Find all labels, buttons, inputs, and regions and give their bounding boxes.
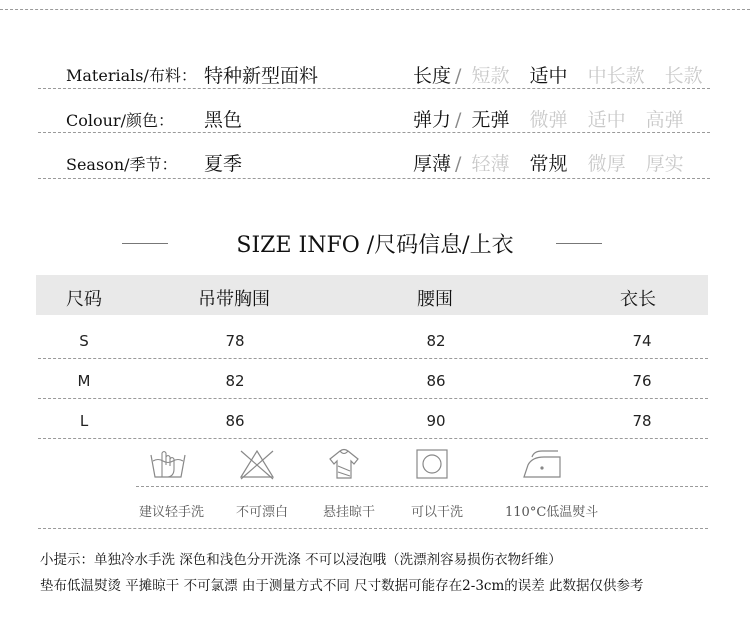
colour-value: 黑色: [204, 109, 243, 131]
elasticity-option: 适中: [587, 109, 626, 131]
table-divider: [38, 398, 708, 399]
header-waist: 腰围: [417, 289, 453, 310]
header-length: 衣长: [620, 289, 656, 310]
top-divider: [0, 9, 750, 10]
no-bleach-icon: [237, 447, 277, 481]
elasticity-option-selected: 无弹: [471, 109, 510, 131]
header-size: 尺码: [66, 289, 102, 310]
length-title: 长度: [413, 65, 452, 87]
care-bottom-divider: [38, 528, 708, 529]
row-divider: [38, 132, 710, 133]
hang-dry-icon: [324, 447, 364, 481]
length-option: 短款: [471, 65, 510, 87]
care-label: 110°C低温熨斗: [505, 505, 599, 520]
length-option: 中长款: [587, 65, 645, 87]
header-bust: 吊带胸围: [198, 289, 270, 310]
materials-value: 特种新型面料: [204, 65, 319, 87]
low-iron-icon: [522, 447, 564, 481]
thickness-option: 轻薄: [471, 153, 510, 175]
thickness-option: 微厚: [587, 153, 626, 175]
elasticity-option: 微弹: [529, 109, 568, 131]
length-cell: 76: [632, 372, 652, 390]
size-cell: S: [79, 332, 89, 350]
size-cell: M: [77, 372, 91, 390]
bust-cell: 82: [225, 372, 245, 390]
thickness-option-selected: 常规: [529, 153, 568, 175]
dry-clean-icon: [412, 447, 452, 481]
thickness-title: 厚薄: [413, 153, 452, 175]
waist-cell: 90: [426, 412, 446, 430]
care-label: 可以干洗: [411, 505, 464, 520]
elasticity-option: 高弹: [645, 109, 684, 131]
table-divider: [38, 358, 708, 359]
elasticity-options: 弹力 / 无弹 微弹 适中 高弹: [413, 109, 684, 131]
hand-wash-icon: [148, 447, 188, 481]
care-label: 悬挂晾干: [323, 505, 376, 520]
size-info-title: SIZE INFO /尺码信息/上衣: [236, 233, 514, 258]
length-cell: 78: [632, 412, 652, 430]
care-top-divider: [136, 486, 708, 487]
size-table-header: [36, 275, 708, 315]
tips-line-2: 垫布低温熨烫 平摊晾干 不可氯漂 由于测量方式不同 尺寸数据可能存在2-3cm的误差 此数据仅供参考: [40, 578, 644, 594]
length-option: 长款: [664, 65, 703, 87]
tips-line-1: 小提示：单独冷水手洗 深色和浅色分开洗涤 不可以浸泡哦（洗漂剂容易损伤衣物纤维）: [40, 552, 562, 568]
elasticity-title: 弹力: [413, 109, 452, 131]
thickness-option: 厚实: [645, 153, 684, 175]
season-value: 夏季: [204, 153, 243, 175]
length-cell: 74: [632, 332, 652, 350]
care-label: 建议轻手洗: [139, 505, 205, 520]
size-info-heading: [0, 228, 750, 259]
table-divider: [38, 438, 708, 439]
bust-cell: 86: [225, 412, 245, 430]
materials-label: Materials/布料：: [66, 66, 197, 85]
size-cell: L: [79, 412, 89, 430]
colour-label: Colour/颜色：: [66, 111, 174, 130]
length-option-selected: 适中: [529, 65, 568, 87]
waist-cell: 86: [426, 372, 446, 390]
bust-cell: 78: [225, 332, 245, 350]
thickness-options: 厚薄 / 轻薄 常规 微厚 厚实: [413, 153, 684, 175]
waist-cell: 82: [426, 332, 446, 350]
row-divider: [38, 178, 710, 179]
length-options: 长度 / 短款 适中 中长款 长款: [413, 65, 703, 87]
care-label: 不可漂白: [236, 505, 289, 520]
row-divider: [38, 88, 710, 89]
season-label: Season/季节：: [66, 155, 178, 174]
